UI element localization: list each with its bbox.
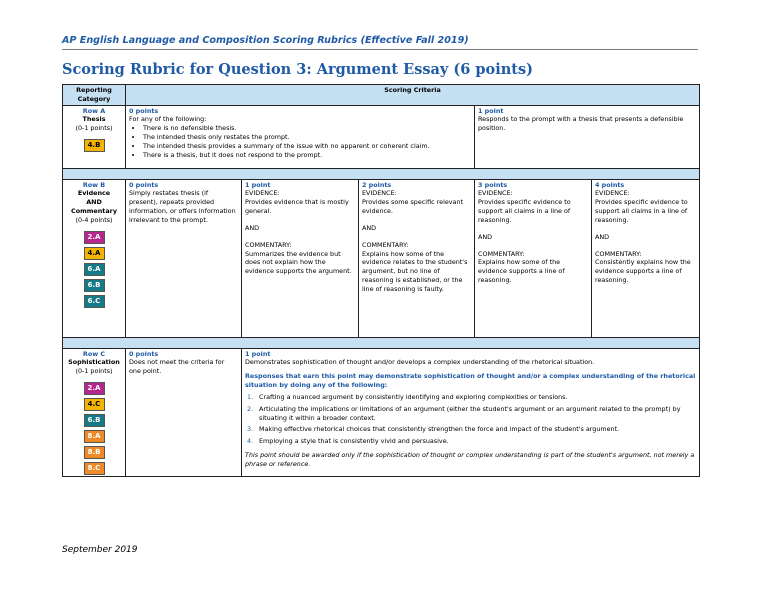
row-a-zero-intro: For any of the following: bbox=[129, 115, 207, 124]
skill-badge: 4.A bbox=[84, 247, 105, 260]
and-label: AND bbox=[245, 223, 260, 232]
header-scoring-criteria: Scoring Criteria bbox=[126, 85, 700, 106]
commentary-label: COMMENTARY: bbox=[478, 249, 525, 258]
level-points: 1 point bbox=[245, 180, 271, 189]
row-c-note: This point should be awarded only if the sophistication of thought or complex understanding is part of the student's argument, not merely a phrase or reference. bbox=[245, 451, 695, 468]
row-c-zero-cell bbox=[126, 348, 242, 476]
skill-badge: 4.C bbox=[84, 398, 105, 411]
row-a-range: (0-1 points) bbox=[75, 124, 113, 133]
commentary-label: COMMENTARY: bbox=[362, 240, 409, 249]
skill-badge: 6.A bbox=[84, 263, 105, 276]
row-a-one-cell bbox=[475, 105, 700, 168]
evidence-label: EVIDENCE: bbox=[595, 189, 630, 198]
list-item: 1. Crafting a nuanced argument by consistently identifying and exploring complexities or tensions. bbox=[247, 392, 568, 401]
row-b-zero-points: 0 points bbox=[129, 180, 159, 189]
row-b-zero-text: Simply restates thesis (if present), repeats provided information, or offers information irrelevant to the prompt. bbox=[129, 189, 236, 224]
row-separator bbox=[63, 168, 700, 179]
commentary-label: COMMENTARY: bbox=[595, 249, 642, 258]
row-a-one-points: 1 point bbox=[478, 106, 504, 115]
scoring-rubric-table bbox=[62, 84, 700, 477]
row-b-title-evidence: Evidence bbox=[77, 189, 111, 198]
row-c-one-cell bbox=[242, 348, 700, 476]
row-c-zero-points: 0 points bbox=[129, 349, 159, 358]
evidence-label: EVIDENCE: bbox=[362, 189, 397, 198]
skill-badge: 2.A bbox=[84, 231, 105, 244]
row-c-title: Sophistication bbox=[68, 358, 120, 367]
row-a-name: Row A bbox=[82, 106, 106, 115]
row-c-zero-text: Does not meet the criteria for one point. bbox=[129, 358, 225, 376]
row-b-level-1 bbox=[242, 179, 359, 337]
row-a-title: Thesis bbox=[82, 115, 106, 124]
list-item: • There is a thesis, but it does not respond to the prompt. bbox=[143, 151, 471, 160]
and-label: AND bbox=[478, 232, 493, 241]
row-c-name: Row C bbox=[82, 349, 106, 358]
row-b-zero-cell bbox=[126, 179, 242, 337]
level-points: 4 points bbox=[595, 180, 625, 189]
row-c-one-text: Demonstrates sophistication of thought and/or develops a complex understanding of the rhetorical situation. bbox=[245, 358, 595, 367]
skill-badge: 6.B bbox=[84, 279, 105, 292]
skill-badge: 4.B bbox=[84, 139, 105, 152]
list-item: 3. Making effective rhetorical choices that consistently strengthen the force and impact of the student's argument. bbox=[247, 425, 620, 434]
row-b bbox=[63, 179, 700, 337]
row-c bbox=[63, 348, 700, 476]
row-b-category bbox=[63, 179, 126, 337]
row-a bbox=[63, 105, 700, 168]
row-separator bbox=[63, 337, 700, 348]
skill-badge: 8.B bbox=[84, 446, 105, 459]
list-item: 4. Employing a style that is consistently vivid and persuasive. bbox=[247, 437, 449, 446]
row-c-category bbox=[63, 348, 126, 476]
row-b-level-3 bbox=[475, 179, 592, 337]
row-b-badges bbox=[66, 231, 122, 308]
header-divider bbox=[62, 49, 698, 50]
evidence-text: Provides specific evidence to support all claims in a line of reasoning. bbox=[478, 198, 571, 224]
evidence-label: EVIDENCE: bbox=[478, 189, 513, 198]
list-item: • The intended thesis only restates the prompt. bbox=[143, 133, 471, 142]
page-title: Scoring Rubric for Question 3: Argument Essay (6 points) bbox=[62, 61, 533, 78]
list-item: • The intended thesis provides a summary of the issue with no apparent or coherent claim. bbox=[143, 142, 471, 151]
row-c-badges bbox=[66, 382, 122, 475]
row-b-name: Row B bbox=[82, 180, 106, 189]
commentary-label: COMMENTARY: bbox=[245, 240, 292, 249]
row-b-level-2 bbox=[359, 179, 475, 337]
commentary-text: Consistently explains how the evidence supports a line of reasoning. bbox=[595, 258, 691, 285]
evidence-text: Provides evidence that is mostly general. bbox=[245, 198, 349, 216]
table-header-row bbox=[63, 85, 700, 106]
evidence-text: Provides some specific relevant evidence. bbox=[362, 198, 464, 216]
commentary-text: Summarizes the evidence but does not explain how the evidence supports the argument. bbox=[245, 249, 352, 276]
row-a-zero-list bbox=[129, 124, 471, 159]
document-header: AP English Language and Composition Scoring Rubrics (Effective Fall 2019) bbox=[62, 35, 469, 46]
skill-badge: 8.A bbox=[84, 430, 105, 443]
row-c-one-points: 1 point bbox=[245, 349, 271, 358]
list-item: • There is no defensible thesis. bbox=[143, 124, 471, 133]
row-a-category bbox=[63, 105, 126, 168]
row-b-title-and: AND bbox=[86, 198, 102, 207]
skill-badge: 2.A bbox=[84, 382, 105, 395]
skill-badge: 6.B bbox=[84, 414, 105, 427]
level-points: 2 points bbox=[362, 180, 392, 189]
header-reporting-category: Reporting Category bbox=[63, 85, 126, 106]
row-b-range: (0-4 points) bbox=[75, 215, 113, 224]
row-a-zero-cell bbox=[126, 105, 475, 168]
commentary-text: Explains how some of the evidence relates to the student's argument, but no line of reasoning is established, or the line of reasoning is faulty. bbox=[362, 249, 468, 293]
row-b-title-commentary: Commentary bbox=[71, 207, 117, 216]
responses-heading: Responses that earn this point may demonstrate sophistication of thought and/or a complex understanding of the rhetorical situation by doing any of the following: bbox=[245, 372, 696, 390]
evidence-label: EVIDENCE: bbox=[245, 189, 280, 198]
row-a-one-text: Responds to the prompt with a thesis that presents a defensible position. bbox=[478, 115, 684, 133]
row-a-badges bbox=[66, 139, 122, 152]
list-item: 2. Articulating the implications or limitations of an argument (either the student's argument or an argument related to the prompt) by situating it within a broader context. bbox=[247, 404, 681, 422]
row-c-range: (0-1 points) bbox=[75, 367, 113, 376]
footer-date: September 2019 bbox=[62, 545, 138, 555]
row-b-level-4 bbox=[592, 179, 700, 337]
skill-badge: 8.C bbox=[84, 462, 105, 475]
row-a-zero-points: 0 points bbox=[129, 106, 159, 115]
skill-badge: 6.C bbox=[84, 295, 105, 308]
sophistication-list bbox=[245, 393, 696, 446]
and-label: AND bbox=[362, 223, 377, 232]
and-label: AND bbox=[595, 232, 610, 241]
level-points: 3 points bbox=[478, 180, 508, 189]
commentary-text: Explains how some of the evidence supports a line of reasoning. bbox=[478, 258, 565, 285]
evidence-text: Provides specific evidence to support all claims in a line of reasoning. bbox=[595, 198, 688, 224]
